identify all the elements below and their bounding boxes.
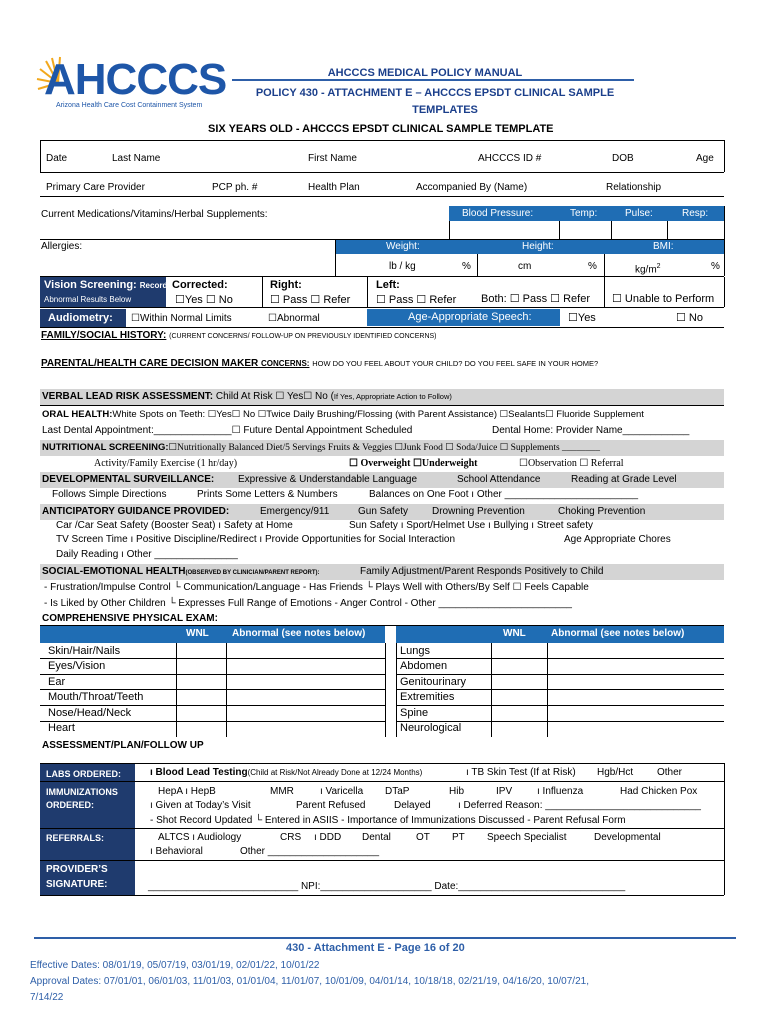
divider (40, 763, 724, 764)
social-t3: ‐ Is Liked by Other Children └ Expresses Full Range of Emotions ‐ Anger Control ‐ Other ________________________ (44, 598, 572, 609)
family-title: FAMILY/SOCIAL HISTORY: (41, 330, 167, 341)
logo-name: AHCCCS (44, 55, 227, 104)
exam-grid (40, 643, 724, 737)
labs-hgb: Hgb/Hct (597, 767, 634, 778)
divider (40, 196, 724, 197)
divider (396, 658, 724, 659)
divider (559, 221, 560, 239)
exam-title: COMPREHENSIVE PHYSICAL EXAM: (42, 613, 218, 624)
divider (396, 705, 724, 706)
signature-label1: PROVIDER’S (46, 864, 108, 875)
dev-item-1: Expressive & Understandable Language (238, 474, 418, 485)
exam-left-item: Ear (48, 676, 66, 688)
referral-item: ı DDD (314, 832, 342, 843)
exam-abn-right: Abnormal (see notes below) (551, 628, 685, 639)
signature-label2: SIGNATURE: (46, 879, 108, 890)
antic-a1: Emergency/911 (260, 506, 330, 517)
nutrition-title: NUTRITIONAL SCREENING: (42, 442, 169, 453)
divider (396, 643, 397, 737)
lead-note: If Yes, Appropriate Action to Follow) (333, 392, 452, 401)
dev-item-5: Prints Some Letters & Numbers (197, 489, 338, 500)
nutrition-line (42, 442, 600, 454)
vision-record: Record (139, 281, 168, 290)
exam-right-item: Neurological (400, 722, 462, 734)
parental-title-concerns: CONCERNS: (261, 359, 310, 368)
footer-rule (34, 937, 736, 939)
immun-label1: IMMUNIZATIONS (46, 787, 118, 797)
exam-left-item: Nose/Head/Neck (48, 707, 132, 719)
divider (40, 721, 385, 722)
divider (40, 689, 385, 690)
nutrition-weight[interactable]: ☐ Overweight ☐Underweight (349, 458, 478, 469)
bmi-pct-label: % (711, 261, 720, 272)
divider (724, 140, 725, 172)
health-plan-label: Health Plan (308, 182, 360, 193)
immun-l1: Had Chicken Pox (620, 786, 698, 797)
referral-item: PT (452, 832, 465, 843)
family-history-title (41, 330, 437, 343)
divider (40, 658, 385, 659)
exam-wnl-right: WNL (503, 628, 526, 639)
speech-yes[interactable]: ☐Yes (568, 312, 596, 324)
dev-item-4: Follows Simple Directions (52, 489, 167, 500)
referral-behavioral: ı Behavioral (150, 846, 203, 857)
immun-delayed: Delayed (394, 800, 431, 811)
labs-lead-note: (Child at Risk/Not Already Done at 12/24 Months) (247, 768, 423, 777)
logo-subtitle: Arizona Health Care Cost Containment System (56, 102, 203, 109)
both-eyes-options[interactable]: Both: ☐ Pass ☐ Refer (481, 293, 590, 305)
divider (449, 221, 450, 239)
antic-d1: Daily Reading ı Other _______________ (56, 549, 238, 560)
date-label: Date (46, 153, 68, 164)
divider (40, 860, 724, 861)
corrected-options[interactable]: ☐Yes ☐ No (175, 294, 233, 306)
divider (724, 206, 725, 276)
dev-item-6: Balances on One Foot ı Other ________________________ (369, 489, 639, 500)
divider (396, 689, 724, 690)
immun-label2: ORDERED: (46, 800, 95, 810)
pcp-phone-label: PCP ph. # (212, 182, 258, 193)
dev-item-3: Reading at Grade Level (571, 474, 677, 485)
header-rule (232, 79, 634, 81)
header-line3: TEMPLATES (412, 104, 478, 116)
vision-title: Vision Screening: (44, 279, 137, 291)
divider (547, 643, 548, 737)
age-label: Age (696, 153, 714, 164)
immun-l1: HepA ı HepB (158, 786, 216, 797)
footer-page: 430 - Attachment E - Page 16 of 20 (286, 942, 465, 954)
immun-l1: IPV (496, 786, 513, 797)
speech-label: Age-Appropriate Speech: (408, 311, 532, 323)
resp-label: Resp: (682, 208, 709, 219)
social-note: (OBSERVED BY CLINICIAN/PARENT REPORT): (185, 570, 320, 576)
temp-label: Temp: (570, 208, 598, 219)
antic-b2: Sun Safety ı Sport/Helmet Use ı Bullying ı Street safety (349, 520, 593, 531)
immun-l1: Hib (449, 786, 465, 797)
header-line2: POLICY 430 - ATTACHMENT E – AHCCCS EPSDT CLINICAL SAMPLE (255, 87, 615, 99)
nutrition-referral[interactable]: ☐Observation ☐ Referral (519, 458, 624, 469)
exam-right-item: Genitourinary (400, 676, 467, 688)
immun-refused: Parent Refused (296, 800, 366, 811)
footer-effective: Effective Dates: 08/01/19, 05/07/19, 03/01/19, 02/01/22, 10/01/22 (30, 960, 320, 971)
immun-l3: ‐ Shot Record Updated └ Entered in ASIIS ‐ Importance of Immunizations Discussed ‐ Parent Refusal Form (150, 815, 626, 826)
bmi-label: BMI: (653, 241, 674, 252)
antic-c2: Age Appropriate Chores (564, 534, 671, 545)
parental-title (41, 358, 598, 370)
immun-l1: ı Varicella (320, 786, 364, 797)
immun-l1: DTaP (385, 786, 410, 797)
lead-line (42, 391, 452, 403)
divider (724, 763, 725, 895)
divider (40, 705, 385, 706)
divider (667, 221, 668, 239)
pulse-label: Pulse: (625, 208, 653, 219)
form-title: SIX YEARS OLD - AHCCCS EPSDT CLINICAL SAMPLE TEMPLATE (208, 123, 554, 135)
labs-label: LABS ORDERED: (46, 769, 122, 779)
vision-abnormal-note: Abnormal Results Below (44, 295, 132, 304)
kgm2-unit: kg/m (635, 264, 657, 276)
antic-a2: Gun Safety (358, 506, 409, 517)
left-eye-options[interactable]: ☐ Pass ☐ Refer (376, 294, 457, 306)
exam-wnl-left: WNL (186, 628, 209, 639)
divider (40, 781, 724, 782)
divider (604, 254, 605, 276)
corrected-label: Corrected: (172, 279, 228, 291)
exam-right-item: Extremities (400, 691, 455, 703)
footer-approval2: 7/14/22 (30, 992, 64, 1003)
social-t1: Family Adjustment/Parent Responds Positively to Child (360, 566, 604, 577)
exam-right-item: Abdomen (400, 660, 448, 672)
lb-kg-label: lb / kg (389, 261, 416, 272)
header-line1: AHCCCS MEDICAL POLICY MANUAL (327, 67, 523, 79)
divider (262, 277, 263, 307)
immun-l1: ı Influenza (537, 786, 584, 797)
abnormal-option[interactable]: ☐Abnormal (268, 313, 320, 324)
exam-left-item: Heart (48, 722, 75, 734)
divider (367, 277, 368, 307)
parental-title-text: PARENTAL/HEALTH CARE DECISION MAKER (41, 358, 261, 369)
dob-label: DOB (612, 153, 634, 164)
divider (40, 828, 724, 829)
labs-tb: ı TB Skin Test (If at Risk) (466, 767, 576, 778)
kgm2-sup: 2 (656, 263, 661, 270)
divider (724, 277, 725, 307)
bp-label: Blood Pressure: (462, 208, 534, 219)
divider (40, 140, 41, 172)
divider (40, 172, 724, 173)
left-eye-label: Left: (376, 279, 400, 291)
divider (40, 674, 385, 675)
divider (176, 643, 177, 737)
antic-title: ANTICIPATORY GUIDANCE PROVIDED: (42, 506, 230, 517)
labs-line (150, 767, 422, 779)
unable-option[interactable]: ☐ Unable to Perform (612, 293, 715, 305)
divider (396, 674, 724, 675)
antic-a4: Choking Prevention (558, 506, 646, 517)
antic-b1: Car /Car Seat Safety (Booster Seat) ı Safety at Home (56, 520, 293, 531)
referral-item: ALTCS ı Audiology (158, 832, 242, 843)
referral-item: Developmental (594, 832, 661, 843)
ahcccs-logo (34, 55, 234, 115)
divider (385, 643, 386, 737)
exam-right-item: Lungs (400, 645, 430, 657)
oral-title: ORAL HEALTH: (42, 409, 113, 420)
divider (477, 254, 478, 276)
labs-other: Other (657, 767, 683, 778)
divider (40, 895, 724, 896)
audiometry-label: Audiometry: (48, 312, 113, 324)
cm-label: cm (518, 261, 532, 272)
divider (40, 307, 724, 308)
first-name-label: First Name (308, 153, 357, 164)
exam-left-item: Mouth/Throat/Teeth (48, 691, 144, 703)
oral-text: White Spots on Teeth: ☐Yes☐ No ☐Twice Daily Brushing/Flossing (with Parent Assistance) ☐Sealants☐ Fluoride Supplement (112, 409, 644, 420)
referral-item: OT (416, 832, 430, 843)
kgm2-label (635, 261, 661, 276)
assessment-title: ASSESSMENT/PLAN/FOLLOW UP (42, 740, 204, 751)
oral-line2a: Last Dental Appointment:______________☐ Future Dental Appointment Scheduled (42, 425, 413, 436)
exam-right-item: Spine (400, 707, 429, 719)
relationship-label: Relationship (606, 182, 662, 193)
referral-item: Dental (362, 832, 391, 843)
family-note: (CURRENT CONCERNS/ FOLLOW-UP ON PREVIOUSLY IDENTIFIED CONCERNS) (169, 333, 437, 340)
last-name-label: Last Name (112, 153, 161, 164)
divider (611, 221, 612, 239)
social-t2: ‐ Frustration/Impulse Control └ Communication/Language ‐ Has Friends └ Plays Well with Others/By Self ☐ Feels Capable (44, 582, 589, 593)
divider (491, 643, 492, 737)
nutrition-text: ☐Nutritionally Balanced Diet/5 Servings Fruits & Veggies ☐Junk Food ☐ Soda/Juice ☐ Supplements ________ (168, 443, 601, 453)
divider (40, 405, 724, 406)
divider (40, 327, 724, 328)
oral-line (42, 409, 644, 421)
parental-note: HOW DO YOU FEEL ABOUT YOUR CHILD? DO YOU FEEL SAFE IN YOUR HOME? (312, 359, 599, 368)
divider (604, 277, 605, 307)
divider (335, 240, 336, 276)
allergies-label: Allergies: (41, 241, 83, 252)
weight-pct-label: % (462, 261, 471, 272)
referral-other: Other ____________________ (240, 846, 380, 857)
vision-label (44, 279, 167, 292)
right-eye-label: Right: (270, 279, 302, 291)
lead-title: VERBAL LEAD RISK ASSESSMENT: (42, 391, 214, 402)
height-pct-label: % (588, 261, 597, 272)
weight-label: Weight: (386, 241, 420, 252)
within-normal-option[interactable]: ☐Within Normal Limits (131, 313, 232, 324)
nutrition-activity: Activity/Family Exercise (1 hr/day) (94, 458, 238, 469)
antic-c1: TV Screen Time ı Positive Discipline/Redirect ı Provide Opportunities for Social Interaction (56, 534, 456, 545)
accompanied-label: Accompanied By (Name) (416, 182, 528, 193)
oral-line2b: Dental Home: Provider Name____________ (492, 425, 690, 436)
lead-text: Child At Risk ☐ Yes☐ No ( (215, 391, 334, 402)
referral-item: Speech Specialist (487, 832, 567, 843)
labs-lead: ı Blood Lead Testing (150, 767, 248, 778)
dev-item-2: School Attendance (457, 474, 541, 485)
medications-label: Current Medications/Vitamins/Herbal Supplements: (41, 209, 268, 220)
immun-l1: MMR (270, 786, 294, 797)
immun-given: ı Given at Today’s Visit (150, 800, 251, 811)
footer-approval1: Approval Dates: 07/01/01, 06/01/03, 11/01/03, 01/01/04, 11/01/07, 10/01/09, 04/01/14, 10/18/18, 02/21/19, 04/16/20, 10/07/21, (30, 976, 589, 987)
antic-a3: Drowning Prevention (432, 506, 525, 517)
ahcccs-id-label: AHCCCS ID # (478, 153, 542, 164)
exam-left-item: Skin/Hair/Nails (48, 645, 121, 657)
height-label: Height: (522, 241, 554, 252)
dev-title: DEVELOPMENTAL SURVEILLANCE: (42, 474, 215, 485)
exam-left-item: Eyes/Vision (48, 660, 106, 672)
immun-deferred: ı Deferred Reason: ____________________________ (458, 800, 701, 811)
pcp-label: Primary Care Provider (46, 182, 145, 193)
referral-item: CRS (280, 832, 302, 843)
signature-line[interactable]: ___________________________ NPI:____________________ Date:______________________________ (148, 881, 626, 892)
right-eye-options[interactable]: ☐ Pass ☐ Refer (270, 294, 351, 306)
social-title: SOCIAL-EMOTIONAL HEALTH (42, 566, 186, 577)
divider (226, 643, 227, 737)
social-line (42, 566, 320, 579)
speech-no[interactable]: ☐ No (676, 312, 703, 324)
exam-abn-left: Abnormal (see notes below) (232, 628, 366, 639)
referrals-label: REFERRALS: (46, 833, 104, 843)
divider (40, 140, 724, 141)
